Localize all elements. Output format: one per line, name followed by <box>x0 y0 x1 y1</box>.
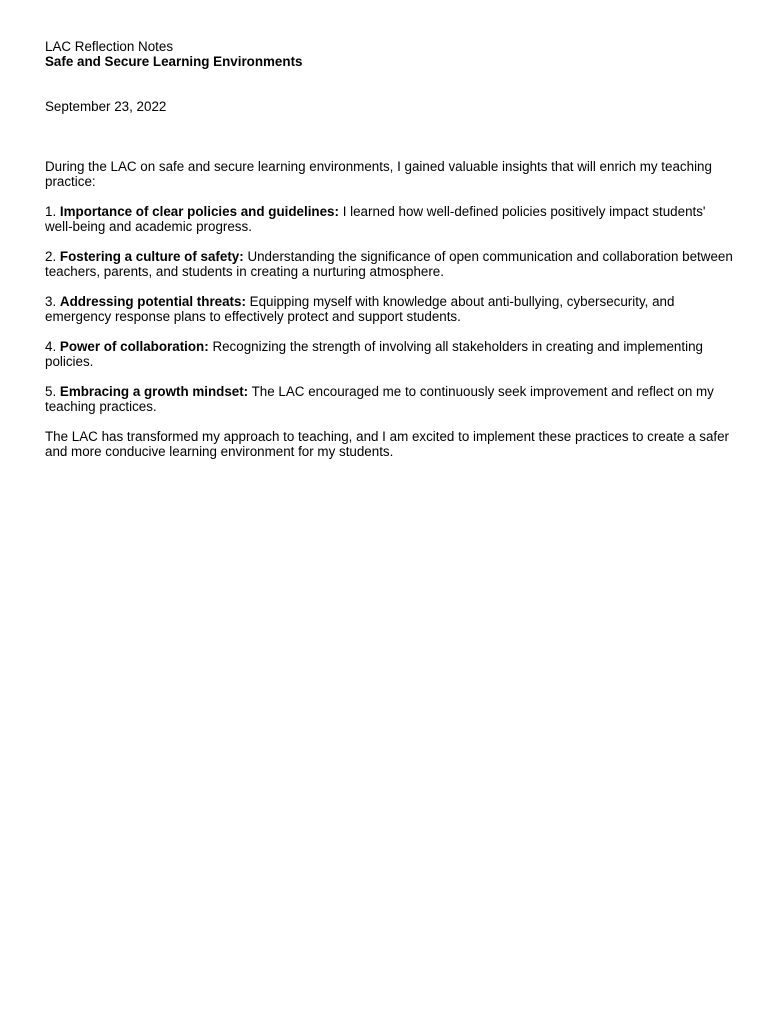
item-text: Equipping myself with knowledge about anti-bullying, cybersecurity, and emergency response plans to effectively protect and support students. <box>45 294 675 324</box>
intro-paragraph: During the LAC on safe and secure learning environments, I gained valuable insights that will enrich my teaching practice: <box>45 159 712 189</box>
list-item <box>45 384 735 414</box>
item-title: Addressing potential threats: <box>59 294 246 309</box>
list-item <box>45 339 735 369</box>
item-title: Embracing a growth mindset: <box>59 384 249 399</box>
item-number: 1. <box>45 204 57 219</box>
item-text: I learned how well-defined policies positively impact students' well-being and academic progress. <box>45 204 706 234</box>
item-text: Recognizing the strength of involving all stakeholders in creating and implementing policies. <box>45 339 703 369</box>
list-item <box>45 294 735 324</box>
item-title: Fostering a culture of safety: <box>59 249 244 264</box>
item-title: Importance of clear policies and guidelines: <box>59 204 339 219</box>
item-number: 5. <box>45 384 57 399</box>
item-number: 3. <box>45 294 57 309</box>
item-title: Power of collaboration: <box>59 339 209 354</box>
list-item <box>45 204 735 234</box>
document-label: LAC Reflection Notes <box>45 39 174 54</box>
item-number: 2. <box>45 249 57 264</box>
item-text: The LAC encouraged me to continuously seek improvement and reflect on my teaching practices. <box>45 384 714 414</box>
document-date: September 23, 2022 <box>45 99 167 114</box>
list-item <box>45 249 735 279</box>
item-text: Understanding the significance of open communication and collaboration between teachers, parents, and students in creating a nurturing atmosphere. <box>45 249 733 279</box>
document-page <box>45 39 735 459</box>
item-number: 4. <box>45 339 57 354</box>
conclusion-paragraph: The LAC has transformed my approach to teaching, and I am excited to implement these practices to create a safer and more conducive learning environment for my students. <box>45 429 730 459</box>
document-title: Safe and Secure Learning Environments <box>45 54 303 69</box>
